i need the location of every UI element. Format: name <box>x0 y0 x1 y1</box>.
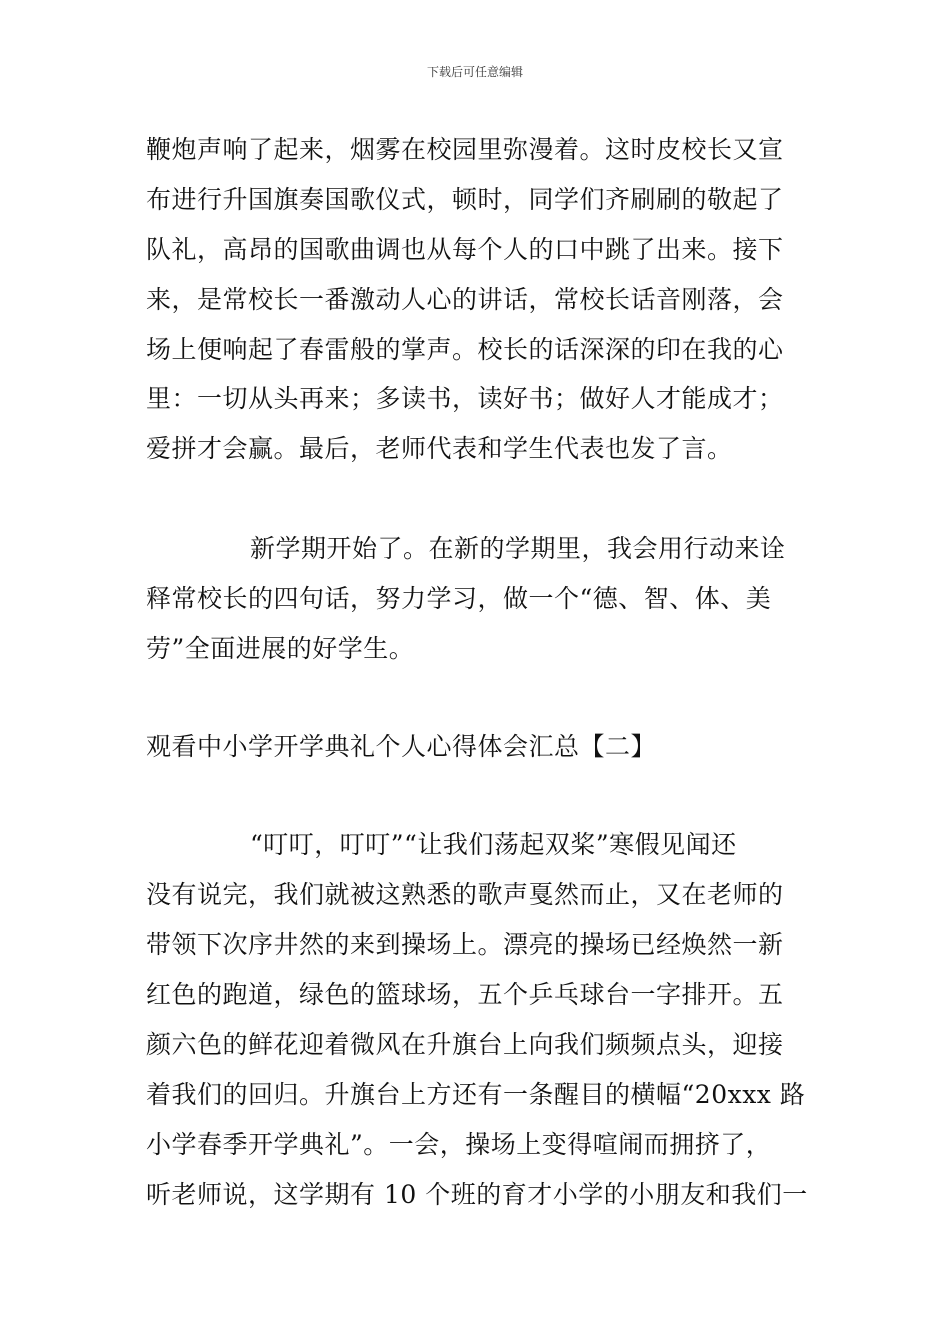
paragraph-1-line: 布进行升国旗奏国歌仪式，顿时，同学们齐刷刷的敬起了 <box>146 185 784 214</box>
paragraph-3-line: 着我们的回归。升旗台上方还有一条醒目的横幅“20xxx 路 <box>146 1080 806 1109</box>
paragraph-2-line: 新学期开始了。在新的学期里，我会用行动来诠 <box>250 534 786 563</box>
paragraph-1-line: 来，是常校长一番激动人心的讲话，常校长话音刚落，会 <box>146 285 784 314</box>
paragraph-1-line: 队礼，高昂的国歌曲调也从每个人的口中跳了出来。接下 <box>146 235 784 264</box>
paragraph-1-line: 里：一切从头再来；多读书，读好书；做好人才能成才； <box>146 384 784 413</box>
paragraph-2-line: 劳”全面进展的好学生。 <box>146 634 415 663</box>
paragraph-1-line: 场上便响起了春雷般的掌声。校长的话深深的印在我的心 <box>146 335 784 364</box>
paragraph-3-line: 小学春季开学典礼”。一会，操场上变得喧闹而拥挤了， <box>146 1130 772 1159</box>
paragraph-1-line: 鞭炮声响了起来，烟雾在校园里弥漫着。这时皮校长又宣 <box>146 135 784 164</box>
paragraph-3-line: 红色的跑道，绿色的篮球场，五个乒乓球台一字排开。五 <box>146 980 784 1009</box>
paragraph-3-line: “叮叮，叮叮”“让我们荡起双桨”寒假见闻还 <box>250 830 737 859</box>
paragraph-3-line: 带领下次序井然的来到操场上。漂亮的操场已经焕然一新 <box>146 930 784 959</box>
section-title: 观看中小学开学典礼个人心得体会汇总【二】 <box>146 732 657 761</box>
page-header: 下载后可任意编辑 <box>426 65 523 79</box>
paragraph-2-line: 释常校长的四句话，努力学习，做一个“德、智、体、美 <box>146 584 772 613</box>
paragraph-3-line: 听老师说，这学期有 10 个班的育才小学的小朋友和我们一 <box>146 1180 808 1209</box>
paragraph-1-line: 爱拼才会赢。最后，老师代表和学生代表也发了言。 <box>146 434 733 463</box>
paragraph-3-line: 颜六色的鲜花迎着微风在升旗台上向我们频频点头，迎接 <box>146 1030 784 1059</box>
paragraph-3-line: 没有说完，我们就被这熟悉的歌声戛然而止，又在老师的 <box>146 880 784 909</box>
